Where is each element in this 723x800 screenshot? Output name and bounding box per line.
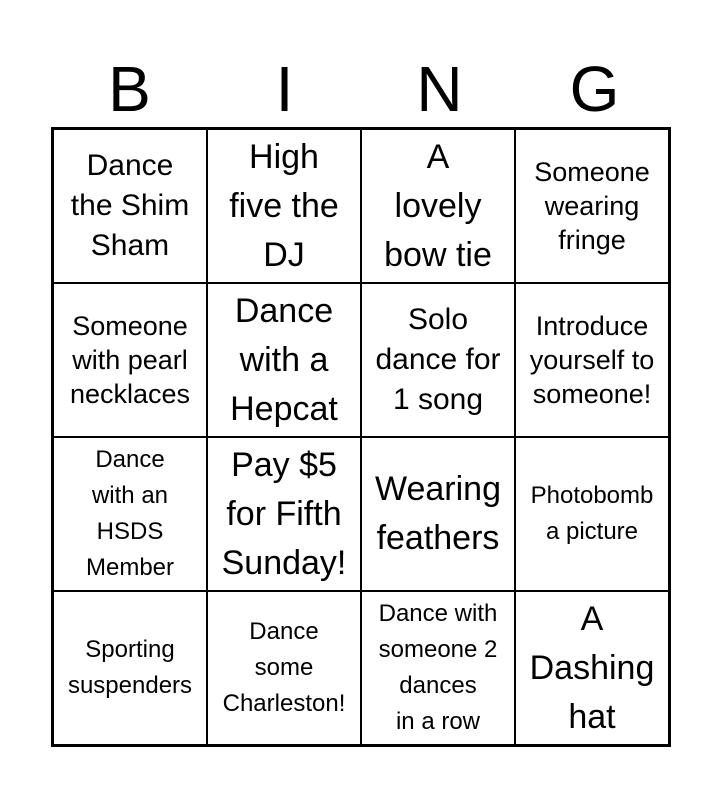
bingo-cell-text: Introduce yourself to someone! [529, 311, 655, 409]
bingo-cell[interactable] [515, 591, 669, 745]
bingo-cell-text: High five the DJ [229, 137, 339, 274]
bingo-cell[interactable] [207, 283, 361, 437]
header-letter-b: B [108, 53, 151, 125]
bingo-cell-text: Photobomb a picture [530, 482, 654, 545]
bingo-cell-text: Dance with an HSDS Member [85, 446, 175, 581]
bingo-cell-text: Someone wearing fringe [534, 157, 650, 255]
bingo-cell[interactable] [53, 283, 207, 437]
bingo-cell-text: Pay $5 for Fifth Sunday! [221, 445, 347, 582]
bingo-cell[interactable] [53, 591, 207, 745]
bingo-cell-text: Dance some Charleston! [222, 618, 346, 717]
header-letter-g: G [569, 53, 620, 125]
bingo-cell-text: Sporting suspenders [67, 636, 193, 699]
header-letter-n: N [416, 53, 463, 125]
bingo-cell[interactable] [361, 591, 515, 745]
header-letter-i: I [275, 53, 294, 125]
bingo-cell[interactable] [207, 129, 361, 283]
bingo-cell[interactable] [361, 129, 515, 283]
bingo-cell[interactable] [361, 283, 515, 437]
bingo-cell[interactable] [53, 129, 207, 283]
bingo-cell-text: A Dashing hat [529, 599, 655, 736]
bingo-grid [51, 127, 671, 747]
bingo-cell-text: Wearing feathers [375, 470, 501, 557]
bingo-cell-text: Dance with a Hepcat [230, 291, 338, 428]
bingo-cell-text: Solo dance for 1 song [375, 303, 501, 416]
bingo-cell[interactable] [515, 283, 669, 437]
bingo-cell[interactable] [515, 437, 669, 591]
bingo-header [52, 54, 672, 124]
bingo-cell-text: Dance with someone 2 dances in a row [378, 600, 498, 735]
bingo-cell[interactable] [515, 129, 669, 283]
bingo-cell[interactable] [207, 591, 361, 745]
bingo-cell[interactable] [207, 437, 361, 591]
bingo-cell-text: Dance the Shim Sham [70, 149, 190, 262]
bingo-cell[interactable] [53, 437, 207, 591]
bingo-cell[interactable] [361, 437, 515, 591]
bingo-cell-text: A lovely bow tie [384, 137, 492, 274]
bingo-cell-text: Someone with pearl necklaces [69, 311, 191, 409]
